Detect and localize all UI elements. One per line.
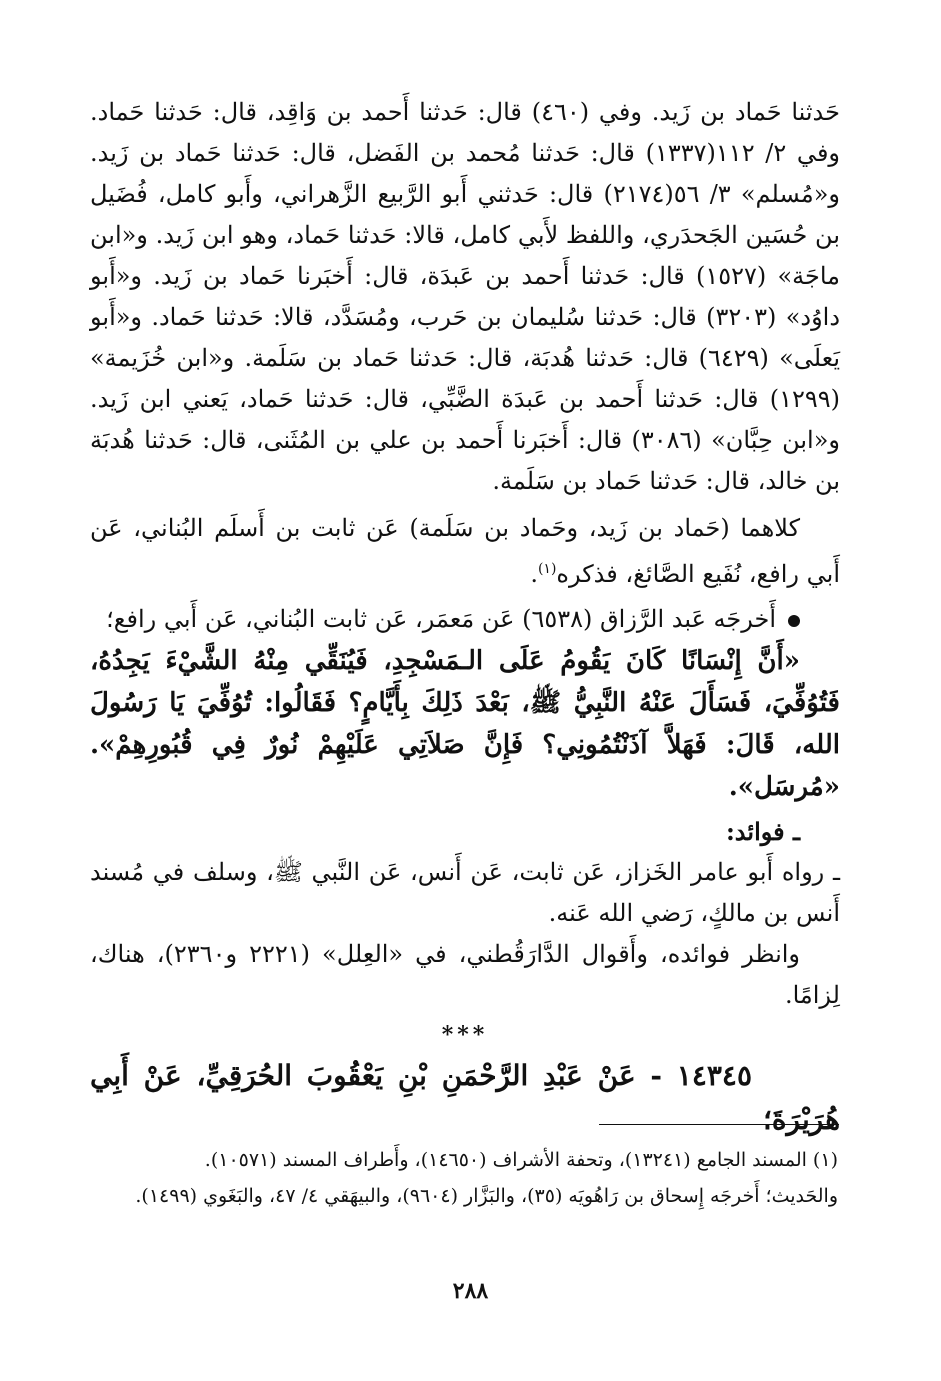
page-number: ٢٨٨ (452, 1278, 489, 1304)
chain-text: كلاهما (حَماد بن زَيد، وحَماد بن سَلَمة) عَن ثابت بن أَسلَم البُناني، عَن أَبي رافع، نُفَيع الصَّائغ، فذكره (90, 514, 840, 588)
fawaid-paragraph-2: وانظر فوائده، وأَقوال الدَّارَقُطني، في «العِلل» (٢٢٢١ و٢٣٦٠)، هناك، لِزامًا. (90, 940, 840, 1009)
chain-paragraph (90, 508, 840, 595)
bullet-paragraph (90, 599, 840, 640)
section-separator: *** (441, 1022, 489, 1048)
bullet-icon (788, 615, 800, 627)
footnote-ref: (١) (537, 561, 557, 577)
chain-end: . (530, 560, 538, 588)
hadith-quote (90, 640, 840, 808)
footnote-2: والحَديث؛ أَخرجَه إِسحاق بن رَاهُويَه (٣٥)، والبَزَّار (٩٦٠٤)، والبيهَقي ٤/ ٤٧، والبَغَوي (١٤٩٩). (135, 1185, 838, 1207)
fawaid-heading: ـ فوائد: (725, 817, 800, 846)
bullet-text: أَخرجَه عَبد الرَّزاق (٦٥٣٨) عَن مَعمَر، عَن ثابت البُناني، عَن أَبي رافع؛ (106, 605, 776, 633)
footnote-1: (١) المسند الجامع (١٣٢٤١)، وتحفة الأشراف (١٤٦٥٠)، وأَطراف المسند (١٠٥٧١). (204, 1149, 838, 1171)
footnotes (96, 1142, 838, 1214)
hadith-heading: ١٤٣٤٥ - عَنْ عَبْدِ الرَّحْمَنِ بْنِ يَعْقُوبَ الحُرَقِيِّ، عَنْ أَبِي هُرَيْرَةَ؛ (90, 1059, 840, 1136)
fawaid-paragraph-1: ـ رواه أَبو عامر الخَزاز، عَن ثابت، عَن أَنس، عَن النَّبي ﷺ، وسلف في مُسند أَنس بن مالكٍ، رَضي الله عَنه. (90, 858, 840, 927)
mursal-label: «مُرسَل». (728, 772, 840, 802)
isnad-paragraph: حَدثنا حَماد بن زَيد. وفي (٤٦٠) قال: حَدثنا أَحمد بن وَاقِد، قال: حَدثنا حَماد. وفي ٢/ ١١٢(١٣٣٧) قال: حَدثنا مُحمد بن الفَضل، قال: حَدثنا حَماد بن زَيد. و«مُسلم» ٣/ ٥٦(٢١٧٤) قال: حَدثني أَبو الرَّبيع الزَّهراني، وأَبو كامل، فُضَيل بن حُسَين الجَحدَري، واللفظ لأَبي كامل، قالا: حَدثنا حَماد، وهو ابن زَيد. و«ابن ماجَة» (١٥٢٧) قال: حَدثنا أَحمد بن عَبدَة، قال: أَخبَرنا حَماد بن زَيد. و«أَبو داوُد» (٣٢٠٣) قال: حَدثنا سُليمان بن حَرب، ومُسَدَّد، قالا: حَدثنا حَماد. و«أَبو يَعلَى» (٦٤٢٩) قال: حَدثنا هُدبَة، قال: حَدثنا حَماد بن سَلَمة. و«ابن خُزَيمة» (١٢٩٩) قال: حَدثنا أَحمد بن عَبدَة الضَّبِّي، قال: حَدثنا حَماد، يَعني ابن زَيد. و«ابن حِبَّان» (٣٠٨٦) قال: أَخبَرنا أَحمد بن علي بن المُثَنى، قال: حَدثنا هُدبَة بن خالد، قال: حَدثنا حَماد بن سَلَمة. (90, 98, 841, 495)
footnote-divider (599, 1124, 839, 1125)
quote-text: «أَنَّ إِنْسَانًا كَانَ يَقُومُ عَلَى الـمَسْجِدِ، فَيُنَقِّي مِنْهُ الشَّيْءَ يَجِدُهُ، فَتُوُفِّيَ، فَسَأَلَ عَنْهُ النَّبِيُّ ﷺ، بَعْدَ ذَلِكَ بِأَيَّامٍ؟ فَقَالُوا: تُوُفِّيَ يَا رَسُولَ الله، قَالَ: فَهَلاَّ آذَنْتُمُونِي؟ فَإِنَّ صَلاَتِي عَلَيْهِمْ نُورٌ فِي قُبُورِهِمْ». (90, 646, 840, 760)
main-text (90, 92, 840, 1142)
